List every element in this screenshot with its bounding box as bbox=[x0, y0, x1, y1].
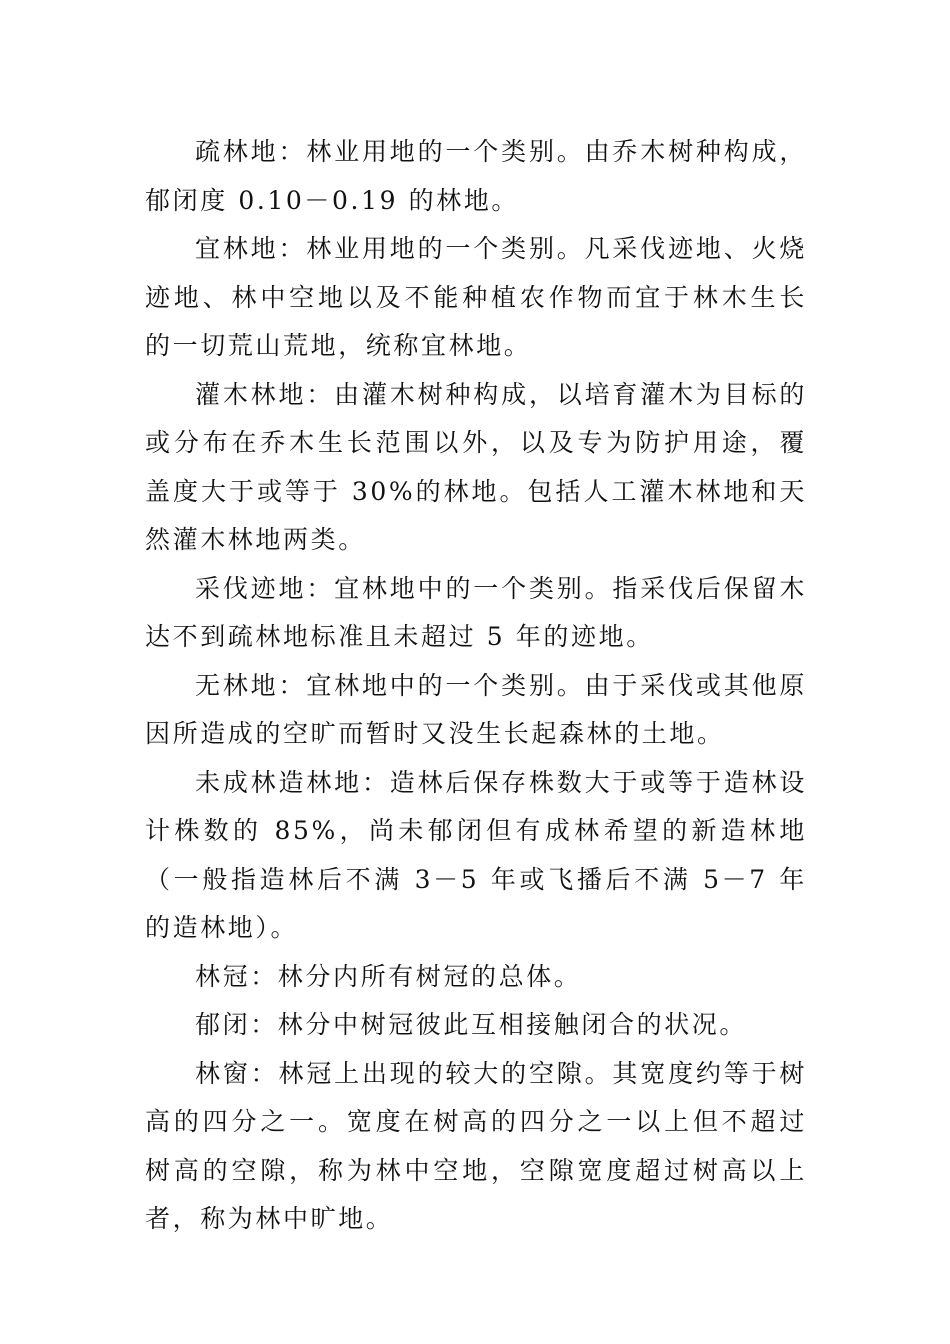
paragraph-yubi: 郁闭：林分中树冠彼此互相接触闭合的状况。 bbox=[195, 1010, 748, 1039]
paragraph-linchuang: 林窗：林冠上出现的较大的空隙。其宽度约等于树高的四分之一。宽度在树高的四分之一以上但不超过树高的空隙，称为林中空地，空隙宽度超过树高以上者，称为林中旷地。 bbox=[145, 1058, 807, 1233]
document-body bbox=[145, 128, 807, 1244]
paragraph-caifajidi: 采伐迹地：宜林地中的一个类别。指采伐后保留木达不到疏林地标准且未超过 5 年的迹地。 bbox=[145, 573, 807, 651]
paragraph-linguan: 林冠：林分内所有树冠的总体。 bbox=[195, 961, 582, 991]
paragraph-shulindi: 疏林地：林业用地的一个类别。由乔木树种构成，郁闭度 0.10－0.19 的林地。 bbox=[145, 137, 807, 215]
paragraph-weichenglin: 未成林造林地：造林后保存株数大于或等于造林设计株数的 85%，尚未郁闭但有成林希望的新造林地（一般指造林后不满 3－5 年或飞播后不满 5－7 年的造林地）。 bbox=[145, 767, 807, 942]
paragraph-yilindi: 宜林地：林业用地的一个类别。凡采伐迹地、火烧迹地、林中空地以及不能种植农作物而宜于林木生长的一切荒山荒地，统称宜林地。 bbox=[145, 234, 807, 360]
paragraph-wulindi: 无林地：宜林地中的一个类别。由于采伐或其他原因所造成的空旷而暂时又没生长起森林的土地。 bbox=[145, 670, 807, 748]
paragraph-guanmulindi: 灌木林地：由灌木树种构成，以培育灌木为目标的或分布在乔木生长范围以外，以及专为防护用途，覆盖度大于或等于 30%的林地。包括人工灌木林地和天然灌木林地两类。 bbox=[145, 379, 807, 554]
